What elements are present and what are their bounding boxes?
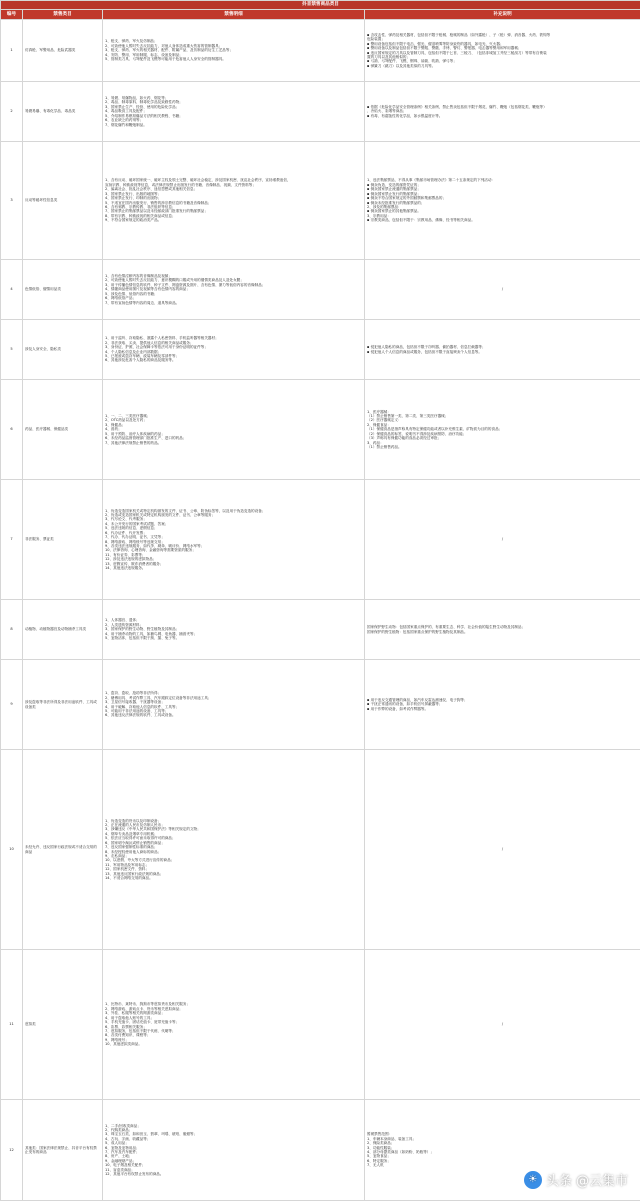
detail-line: 3、身份证、护照、社会保障卡等依法可用于身份证明的证件等； [105, 345, 208, 350]
supplement-line: ▪ 依据《危险化学品安全管理条例》相关条例，禁止售卖包括但不限于烟花、爆竹、鞭炮（包括烟花类、鞭炮等） [367, 104, 547, 109]
detail-line: 5、宠物活体，包括但不限于狗、猫、兔子等。 [105, 636, 180, 641]
row-supplement [365, 82, 640, 142]
detail-line: 4、用于捕杀动物的工具，如捕鸟网、电鱼器、捕兽夹等； [105, 631, 198, 636]
detail-line: 4、情趣商品使用图片及视频等含有色情内容的商品； [105, 287, 190, 292]
col-header-supplement: 补充说明 [365, 10, 640, 20]
detail-line: 6、宠物及宠物用品； [105, 1145, 140, 1150]
detail-line: 4、安防、警用、军用制服、标志、设备及制品； [105, 52, 183, 57]
row-category: 仿真枪、军警用品、危险武器类 [23, 20, 103, 82]
detail-line: 2、网络游戏、游戏点卡、货币等相关虚拟商品； [105, 1006, 183, 1011]
supplement-line: 国家保护的野生植物：包括国家重点保护的野生植物及其制品。 [367, 629, 468, 634]
row-id: 1 [1, 20, 23, 82]
supplement-line: 2、保险类商品； [367, 1141, 395, 1146]
detail-line: 1、伪造变造的货币以及印制设备； [105, 818, 162, 823]
detail-line: 1、伪造变造国家机关或特定机构颁发的文件、证书、公章、防伪标签等，以及用于伪造变造的设备； [105, 508, 266, 513]
row-details [103, 142, 365, 260]
row-id: 6 [1, 380, 23, 480]
row-category: 色情低俗、催情用品类 [23, 260, 103, 320]
supplement-line: / [501, 287, 504, 292]
detail-line: 9、不符合国家规定的政治类产品。 [105, 218, 162, 223]
detail-line: 1、枪支、弹药、军火及仿制品； [105, 39, 158, 44]
detail-line: 2、赌博用具、考试作弊工具、汽车跟踪定位设备等非法用途工具； [105, 695, 212, 700]
row-category: 其他类：国家法律法规禁止、抖音平台有权禁止发布的商品 [23, 1100, 103, 1201]
row-id: 5 [1, 320, 23, 380]
row-details [103, 750, 365, 950]
row-details [103, 260, 365, 320]
detail-line: 3、卫星信号接收器、干扰器等设备； [105, 700, 165, 705]
detail-line: 5、手机充值卡、固话充值卡、宽带充值卡等； [105, 1020, 180, 1025]
detail-line: 5、可能用于非法用途的设备、工具等； [105, 708, 169, 713]
detail-line: 7、违反国家强制性标准的商品； [105, 845, 158, 850]
row-category: 反动等破坏性信息类 [23, 142, 103, 260]
detail-line: 3、涉嫌违反《中华人民共和国保护法》等相关规定的文物； [105, 827, 201, 832]
detail-line: 13、其他违反国家行政法规的商品； [105, 871, 164, 876]
supplement-line: 3、药品： [367, 440, 384, 445]
row-details [103, 320, 365, 380]
detail-line: 14、其他违法违规服务。 [105, 565, 146, 570]
detail-line: 6、网络低俗产品； [105, 296, 137, 301]
supplement-line: 1、违法集邮票品，不得从事《集邮市场管理办法》第二十五条规定的下列活动： [367, 178, 496, 183]
supplement-line: ▪ 倒卖国家禁止发行的集邮票品； [367, 191, 421, 196]
row-category: 涉及盗取等非法所得及非法用途软件、工具或设备类 [23, 660, 103, 750]
detail-line: 1、二手/回收类商品； [105, 1123, 141, 1128]
detail-line: 5、涉及色情、低俗内容的书籍； [105, 291, 158, 296]
detail-line: 6、代办证件、代开发票； [105, 530, 147, 535]
row-supplement [365, 260, 640, 320]
row-details [103, 82, 365, 142]
supplement-line: ▪ 侵犯他人个人信息的商品或服务，包括但不限于直接贩卖个人信息等。 [367, 349, 482, 354]
supplement-line: ▪ 倒卖不符合国家规定的外国邮票和集邮票品的； [367, 196, 447, 201]
detail-line: 7、带有宣扬色情等内容的周边、道具等商品。 [105, 300, 180, 305]
supplement-line: 危险装置； [367, 37, 385, 42]
detail-line: 5、违法违规的信息、虚假信息； [105, 526, 158, 531]
row-id: 3 [1, 142, 23, 260]
row-supplement [365, 750, 640, 950]
detail-line: 13、虚假宣传、欺诈消费者的服务； [105, 561, 164, 566]
detail-line: 3、国家禁止生产、经营、使用的危险化学品； [105, 104, 180, 109]
table-row [1, 142, 640, 260]
detail-line: 3、用于传播色情信息的软件、种子文件、网盘资源及图片、含有色情、暴力等低俗内容的音像制品； [105, 282, 266, 287]
detail-line: 7、汽车及汽车配件； [105, 1150, 140, 1154]
watermark [524, 1170, 628, 1189]
row-supplement [365, 480, 640, 600]
detail-line: 7、虚拟服务，包括但不限于代练、代刷等； [105, 1028, 176, 1033]
detail-line: 6、农业缺乏的药剂等； [105, 118, 144, 123]
supplement-line: （2）医疗器械定义： [367, 418, 402, 423]
table-row [1, 950, 640, 1100]
detail-line: 7、国家禁止的集邮票品以及未经邮政部门批准发行的集邮票品； [105, 209, 208, 214]
detail-line: 3、保健品； [105, 422, 126, 427]
supplement-line: 暂缓禁售范围： [367, 1132, 393, 1137]
table-row [1, 380, 640, 480]
detail-line: 5、不适宜在国内出版发行、销售的涉宗教信息的书籍及音像制品； [105, 200, 212, 205]
detail-line: 8、房产、土地； [105, 1154, 133, 1159]
detail-line: 4、用于破解、窃取他人信息的软件、工具等； [105, 704, 180, 709]
row-supplement [365, 380, 640, 480]
detail-line: 3、枪支、弹药、军火的相关器材、配件、附属产品，及仿制品的衍生工艺品等； [105, 48, 234, 53]
detail-line: 6、含有邪教、宗教传教、非法组织等信息； [105, 204, 176, 209]
supplement-line: （1）保健食品是指声称具有特定保健功能或者以补充维生素、矿物质为目的的食品； [367, 427, 503, 432]
supplement-line: / [501, 1022, 504, 1027]
table-row [1, 600, 640, 660]
detail-line: 5、依法应当取得许可而未取得许可的商品； [105, 836, 176, 841]
row-supplement [365, 142, 640, 260]
detail-line: 8、各类付费知识、课程等； [105, 1033, 151, 1038]
detail-line: 12、国家机密文件、资料； [105, 867, 150, 872]
row-category: 易燃易爆、有毒化学品、毒品类 [23, 82, 103, 142]
detail-line: 宣扬宗教、种族歧视等信息，或法律法规禁止出版发行的书籍、音像制品、视频、文件资料等； [105, 182, 256, 187]
supplement-line: ▪ 侵犯他人隐私的商品，包括但不限于窃听器、偷拍器材、信息拦截器等； [367, 345, 486, 350]
detail-line: 3、国家禁止发行、出版的地图等； [105, 191, 162, 196]
supplement-line: 1、车辆本身商品、装备工具； [367, 1136, 417, 1141]
detail-line: 4、用于盗取他人账号的工具； [105, 1015, 155, 1020]
row-details [103, 1100, 365, 1201]
supplement-line: （2）保健食品的标签、说明书不得涉及疾病预防、治疗功能； [367, 431, 467, 436]
detail-line: 1、易燃、易爆物品，如火药、烟花等； [105, 96, 169, 101]
supplement-line: / [501, 847, 504, 852]
row-id: 10 [1, 750, 23, 950]
supplement-line: ▪ 弓箭、弓弩配件、飞镖、钢珠、袖箭、吹箭、弹弓等； [367, 59, 457, 64]
row-supplement [365, 320, 640, 380]
detail-line: 2、正在流通的人民币及仿制人民币； [105, 823, 165, 828]
supplement-line: 3、宗教用品： [367, 213, 391, 218]
col-header-category: 禁售类目 [23, 10, 103, 20]
row-category: 涉及人身安全、隐私类 [23, 320, 103, 380]
row-supplement [365, 600, 640, 660]
detail-line: 14、不适合网络交易的商品。 [105, 875, 153, 880]
row-id: 9 [1, 660, 23, 750]
detail-line: 8、未经授权使用他人商标的商品； [105, 849, 162, 854]
table-row [1, 750, 640, 950]
detail-line: 2、可致使他人暂时失去反抗能力，对他人身体造成重大伤害的管制器具； [105, 43, 223, 48]
detail-line: 1、比特币、莱特币、狗狗币等虚拟货币及相关服务； [105, 1002, 190, 1007]
detail-line: 11、军用物品及军用标志； [105, 862, 150, 867]
supplement-line: 7、无人机 [367, 1163, 384, 1168]
detail-line: 2、伪造或变造国家机关或特定机构颁发的文件、证书、公章等服务； [105, 513, 216, 518]
detail-line: 8、网络游戏、网络账号等违规交易； [105, 539, 165, 544]
detail-line: 4、国家禁止发行、印制的出版物； [105, 196, 162, 201]
supplement-line: 、冷焰火、彩烟等商品； [367, 109, 407, 114]
row-details [103, 480, 365, 600]
detail-line: 1、盗窃、盗取、抢劫等非法所得； [105, 691, 162, 696]
detail-line: 6、其他涉及危害个人隐私的商品及服务等。 [105, 358, 176, 363]
detail-line: 5、介绍制作易燃易爆品方法的相关教程、书籍； [105, 113, 183, 118]
row-category: 非法服务、票证类 [23, 480, 103, 600]
supplement-line: ▪ 警用设备以及制品包括但不限于警服、警徽、手铐、警灯、警报器、电击器等警用和军用器械； [367, 46, 522, 51]
sun-icon: ☀ [524, 1171, 542, 1189]
row-id: 11 [1, 950, 23, 1100]
row-category: 虚拟类 [23, 950, 103, 1100]
row-details [103, 950, 365, 1100]
detail-line: 6、未经药品监督管理部门批准生产、进口的药品； [105, 436, 187, 441]
detail-line: 4、烟草专卖品及烟草专用机械； [105, 831, 158, 836]
detail-line: 10、以虚假、夸大等方式进行宣传的商品； [105, 858, 175, 863]
row-category: 未经允许、违反国家行政法规或不适合交易的商品 [23, 750, 103, 950]
supplement-line: 5、宠物食品； [367, 1154, 391, 1159]
detail-line: 2、偏离社会、扰乱社会秩序、迷信思想或其他相关信息； [105, 187, 198, 192]
detail-line: 4、毒品吸食工具及配件； [105, 109, 147, 114]
row-category: 药品、医疗器械、保健品类 [23, 380, 103, 480]
detail-line: 4、个人隐私信息及企业内部数据； [105, 349, 162, 354]
detail-line: 2、OTC药品以及处方药； [105, 418, 147, 423]
row-supplement [365, 950, 640, 1100]
watermark-text: 头条 @云集市 [545, 1174, 628, 1189]
row-supplement [365, 660, 640, 750]
detail-line: 10、法律咨询、心理咨询、金融咨询等需要资质的服务； [105, 548, 196, 553]
table-row [1, 20, 640, 82]
detail-line: 3、国家保护的野生动物、野生植物及其制品； [105, 627, 180, 632]
supplement-line: ▪ 倒卖未经批准发行的集邮票品的； [367, 200, 425, 205]
col-header-id: 编号 [1, 10, 23, 20]
row-id: 2 [1, 82, 23, 142]
detail-line: 7、烟花爆竹和鞭炮制品。 [105, 122, 147, 127]
supplement-line: ▪ 倒卖国家禁止的其他集邮票品。 [367, 209, 421, 214]
detail-line: 5、成人用品； [105, 1141, 129, 1146]
detail-line: 7、其他法律法规禁止销售的药品。 [105, 440, 162, 445]
detail-line: 9、各类违法违规服务，如代孕、刷单、刷评价、网络水军等； [105, 543, 205, 548]
detail-line: 5、已报废或盗窃车辆、改装车辆及零部件等； [105, 353, 180, 358]
detail-line: 11、有价证券、彩票等； [105, 552, 146, 557]
detail-line: 4、兽药； [105, 427, 122, 432]
supplement-line: ▪ 倒卖国家禁止流通的集邮票品； [367, 187, 421, 192]
supplement-line: 6、特定服务； [367, 1158, 391, 1163]
supplement-line: ▪ 用于作弊的设备，如考试作弊器等。 [367, 706, 429, 711]
detail-line: 10、其他虚拟类商品。 [105, 1042, 142, 1047]
supplement-line: ▪ 宗教类商品，包括但不限于：宗教用品、佛像、经书等相关商品。 [367, 218, 475, 223]
detail-line: 1、一、二、三类医疗器械； [105, 414, 151, 419]
detail-line: 1、人体器官、遗体； [105, 618, 140, 623]
detail-line: 2、非法获取、买卖、提供他人信息的相关商品或服务； [105, 340, 194, 345]
supplement-line: 3、功能性服装； [367, 1145, 395, 1150]
detail-line: 3、代写论文、代考服务； [105, 517, 147, 522]
row-details [103, 380, 365, 480]
detail-line: 10、电子烟及相关配件； [105, 1163, 146, 1168]
detail-line: 12、涉及违法违规的虚拟物品； [105, 557, 157, 562]
supplement-line: ▪ 含攻击性、弹药及相关器材，包括但不限于枪械、枪械的制品（如外露枪）、子（枪）弹、消音器、火药、铁钩等 [367, 32, 551, 37]
row-details [103, 20, 365, 82]
supplement-line: 2、涉及的集邮票品： [367, 204, 402, 209]
detail-line: 6、其他违反法律法规的软件、工具或设备。 [105, 713, 176, 718]
supplement-line: ▪ 违反国家规定的刀具以及管制刀具，包括但不限于匕首、三棱刀、（包括非城加工并经三棱刮刀）等带有自锁装 [367, 50, 547, 55]
detail-line: 6、国家明令淘汰或停止销售的商品； [105, 840, 165, 845]
detail-line: 9、走私商品； [105, 853, 129, 858]
table-row [1, 480, 640, 600]
detail-line: 9、网络账号； [105, 1037, 129, 1042]
table-row [1, 82, 640, 142]
supplement-line: （1）禁止销售第一类、第二类、第三类医疗器械； [367, 414, 449, 419]
supplement-line: ▪ 警用设备包括但不限于电击、强光、催泪喷雾等防身致伤的器具，如电光、灭火器； [367, 41, 504, 46]
table-row [1, 320, 640, 380]
detail-line: 5、管制类刀具、弓弩配件及飞镖等可能用于危害他人人身安全的管制器具。 [105, 57, 226, 62]
row-id: 4 [1, 260, 23, 320]
supplement-line: （3）声称具有保健功能的食品必须经过审批； [367, 436, 442, 441]
table-row [1, 660, 640, 750]
row-details [103, 600, 365, 660]
row-details [103, 660, 365, 750]
row-supplement [365, 20, 640, 82]
row-id: 8 [1, 600, 23, 660]
supplement-line: ▪ 倒卖伪造、变造的邮资凭证的； [367, 182, 421, 187]
detail-line: 4、未公开发行的国家考试试题、答案； [105, 521, 169, 526]
detail-line: 5、用于预防、治疗人体疾病的药品； [105, 431, 165, 436]
row-id: 12 [1, 1100, 23, 1201]
supplement-line: 2、保健食品： [367, 422, 391, 427]
detail-line: 2、毒品、制毒原料、制毒化学品及致瘾性药物； [105, 100, 183, 105]
detail-line: 6、彩票、彩票相关服务； [105, 1024, 147, 1029]
table-title: 抖音禁售商品类目 [1, 1, 640, 10]
supplement-line: （1）禁止销售药品。 [367, 444, 402, 449]
supplement-line: ▪ 干扰正常通讯的设备，如手机信号屏蔽器等； [367, 702, 443, 707]
detail-line: 7、代办、代办证明、证书、文凭等； [105, 535, 165, 540]
detail-line: 9、金融理财产品； [105, 1158, 137, 1163]
detail-line: 2、可致使他人暂时失去反抗能力、意识模糊的口服或外用的催情类商品及人造处女膜； [105, 278, 244, 283]
detail-line: 2、代购类商品； [105, 1127, 133, 1132]
detail-line: 1、用于监听、窃取隐私、泄露个人私密资料、手机监听器等相关器材； [105, 336, 219, 341]
row-category: 动植物、动植物器官及动物捕杀工具类 [23, 600, 103, 660]
table-row [1, 260, 640, 320]
detail-line: 8、带有宗教、种族歧视的相关商品或信息； [105, 213, 176, 218]
supplement-line: ▪ 弹簧刀（跳刀）以及其他类似的刀具等。 [367, 63, 436, 68]
detail-line: 4、古玩、字画、收藏品等； [105, 1136, 151, 1141]
detail-line: 2、人类遗传资源材料； [105, 622, 144, 627]
col-header-details: 禁售明细 [103, 10, 365, 20]
supplement-line: ▪ 有毒、有腐蚀性的化学品，如水银温度计等。 [367, 113, 443, 118]
detail-line: 12、其他平台有权禁止发布的商品。 [105, 1172, 164, 1177]
supplement-line: 1、医疗器械： [367, 409, 391, 414]
supplement-line: ▪ 用于违反交通管理的商品，如汽车反雷达测速仪、电子狗等； [367, 697, 468, 702]
detail-line: 1、含有反动、破坏国家统一、破坏主权及领土完整、破坏社会稳定，涉及国家机密、扰乱社会秩序，宣扬邪教迷信， [105, 178, 291, 183]
row-id: 7 [1, 480, 23, 600]
supplement-line: 置的刀具以及其他相似的； [367, 54, 411, 59]
detail-line: 11、盲盒类商品； [105, 1167, 135, 1172]
supplement-line: 4、部分母婴类商品（如奶粉、奶瓶等）； [367, 1150, 434, 1154]
supplement-line: / [501, 537, 504, 542]
detail-line: 3、外挂、私服等相关的网游类商品； [105, 1011, 165, 1016]
detail-line: 3、珠宝玉石类，如和田玉、翡翠、玛瑙、琥珀、蜜蜡等； [105, 1132, 198, 1137]
supplement-line: 国家保护野生动物：包括国家重点保护的、有重要生态、科学、社会价值的陆生野生动物及其制品； [367, 625, 526, 630]
detail-line: 1、含有色情淫秽内容的音像制品及视频； [105, 274, 172, 279]
